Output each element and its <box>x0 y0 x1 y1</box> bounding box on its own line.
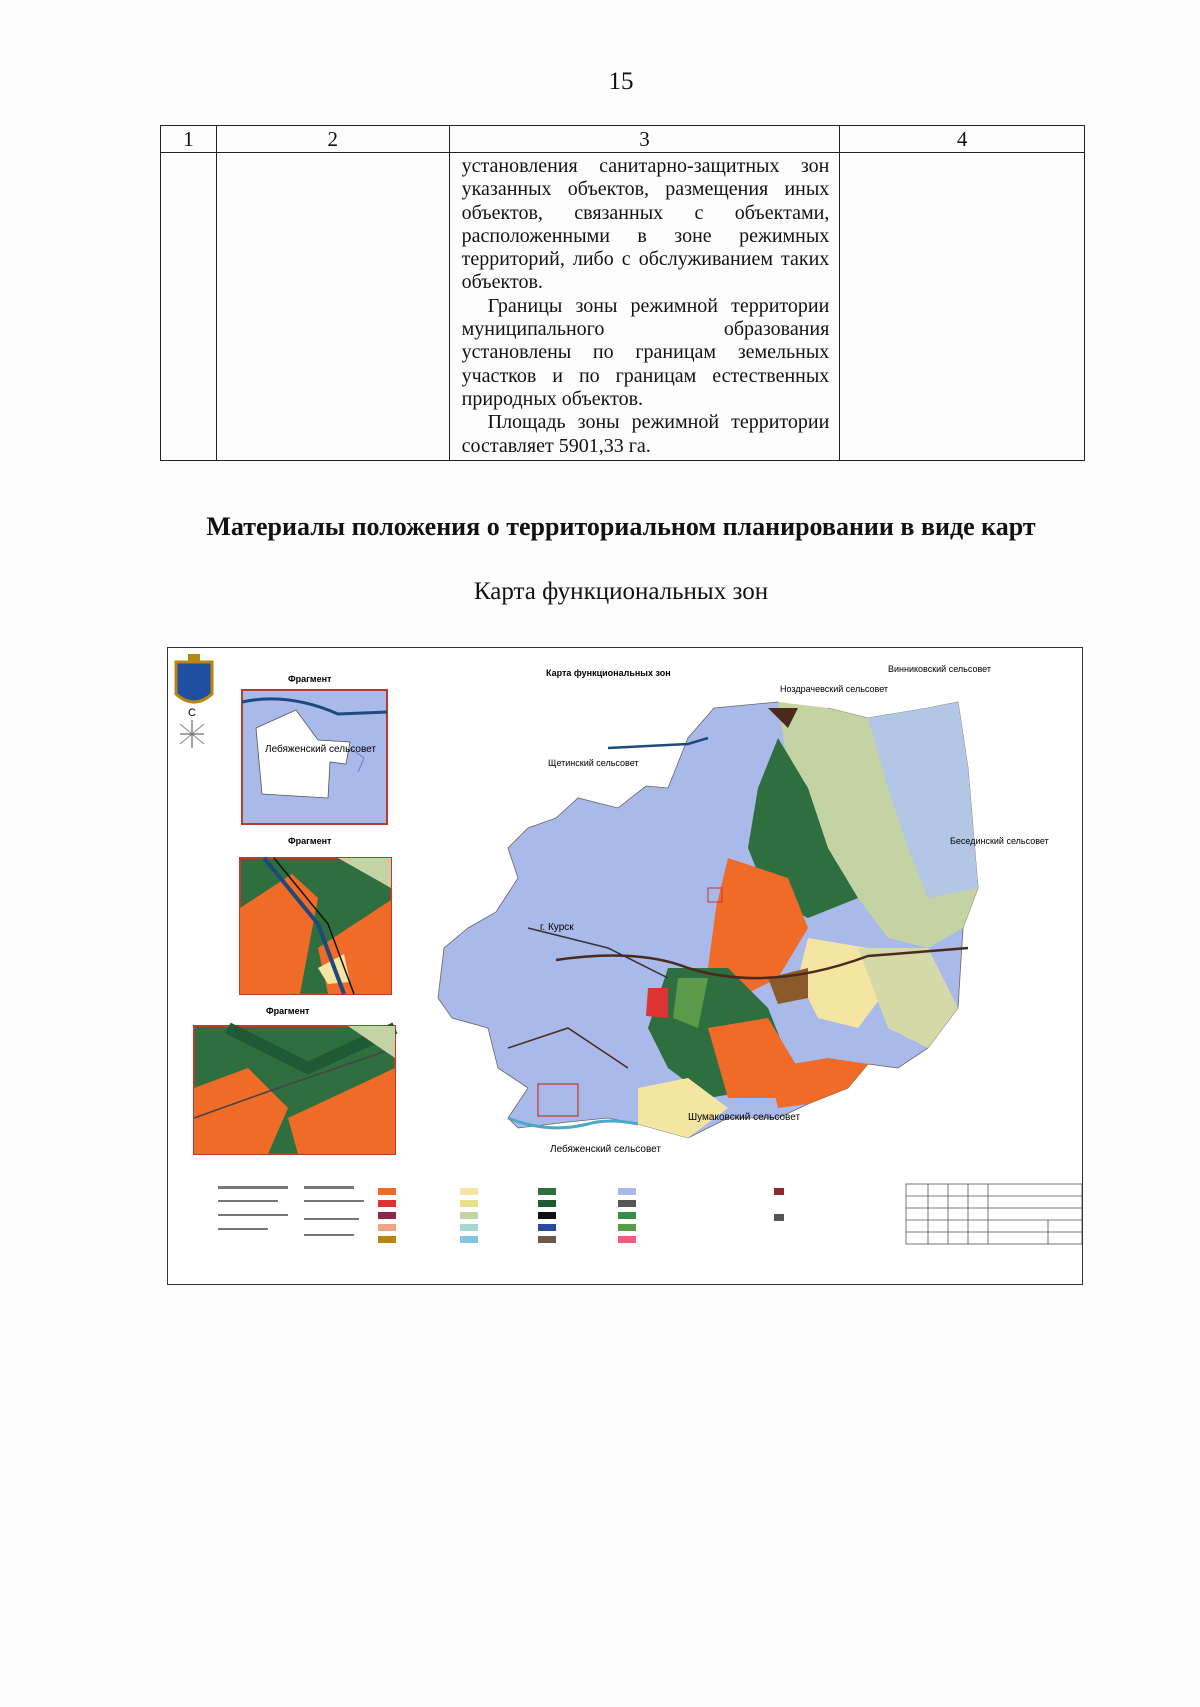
region-label: Шумаковский сельсовет <box>688 1112 801 1123</box>
region-label: Щетинский сельсовет <box>548 758 639 768</box>
table-cell <box>216 153 449 461</box>
map-legend <box>218 1184 1082 1244</box>
fragment-inset-2 <box>240 858 391 994</box>
region-label: Бесединский сельсовет <box>950 836 1049 846</box>
table-header-cell: 4 <box>840 126 1085 153</box>
functional-zones-map <box>168 648 1082 1284</box>
inner-map-title: Карта функциональных зон <box>546 668 671 678</box>
paragraph: Границы зоны режимной территории муниципального образования установлены по границам земельных участков и по границам естественных природных объектов. <box>461 294 830 410</box>
table-cell <box>161 153 217 461</box>
region-label: Лебяженский сельсовет <box>550 1144 661 1155</box>
fragment-label: Фрагмент <box>266 1006 310 1016</box>
zones-table <box>160 125 1085 461</box>
coat-of-arms-icon <box>176 654 212 702</box>
fragment-inset-1 <box>242 690 387 824</box>
region-label: Ноздрачевский сельсовет <box>780 684 889 694</box>
fragment-label: Фрагмент <box>288 674 332 684</box>
page-number: 15 <box>608 68 634 95</box>
paragraph: установления санитарно-защитных зон указанных объектов, размещения иных объектов, связанных с объектами, расположенными в зоне режимных территорий, либо с обслуживанием таких объектов. <box>461 155 830 294</box>
table-header-cell: 1 <box>161 126 217 153</box>
fragment-label: Фрагмент <box>288 836 332 846</box>
fragment1-area-label: Лебяженский сельсовет <box>265 744 376 755</box>
main-map <box>438 702 978 1138</box>
compass-label: С <box>188 707 196 719</box>
table-header-cell: 3 <box>449 126 840 153</box>
table-header-cell: 2 <box>216 126 449 153</box>
table-header-row <box>161 126 1085 153</box>
table-cell <box>449 153 840 461</box>
region-label: Винниковский сельсовет <box>888 664 991 674</box>
section-title: Материалы положения о территориальном планировании в виде карт <box>206 512 1036 541</box>
table-cell <box>840 153 1085 461</box>
region-label: г. Курск <box>540 922 574 933</box>
fragment-inset-3 <box>194 1026 395 1154</box>
map-title: Карта функциональных зон <box>473 578 769 605</box>
compass-icon <box>180 720 204 748</box>
map-image <box>167 647 1083 1285</box>
table-row <box>161 153 1085 461</box>
cell-text <box>450 153 840 460</box>
paragraph: Площадь зоны режимной территории составляет 5901,33 га. <box>461 411 830 457</box>
